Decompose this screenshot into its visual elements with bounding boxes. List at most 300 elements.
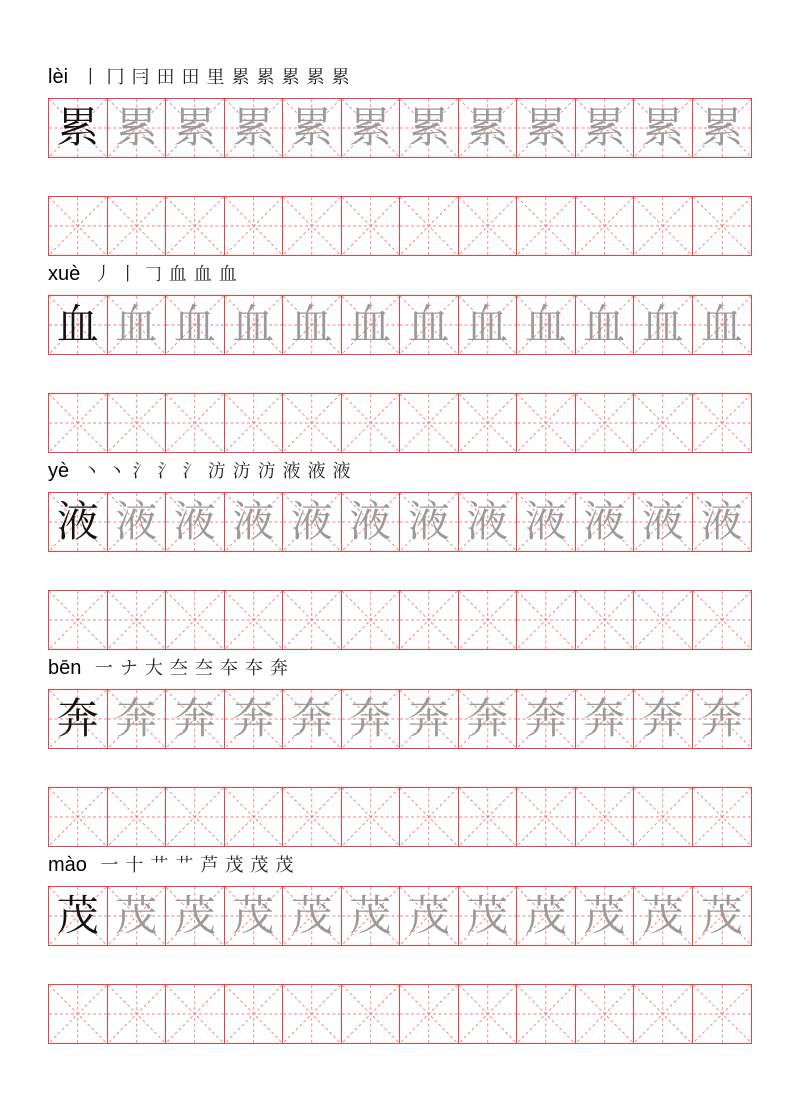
stroke-step: 奔 [269,658,288,679]
trace-character: 茂 [115,891,158,940]
practice-cell[interactable] [166,197,225,255]
cell-guide-lines [459,591,517,649]
cell-guide-lines [517,985,575,1043]
practice-cell[interactable] [693,197,752,255]
cell-guide-lines [283,985,341,1043]
practice-cell[interactable] [693,788,752,846]
character-section [48,854,752,1034]
practice-cell[interactable] [49,591,108,649]
model-cell[interactable] [49,493,108,551]
practice-cell[interactable] [400,788,459,846]
trace-character: 奔 [524,694,567,743]
stroke-step: 丶 [82,461,101,482]
cell-guide-lines [634,985,692,1043]
practice-cell[interactable] [342,985,401,1043]
cell-guide-lines [283,197,341,255]
practice-cell[interactable] [459,394,518,452]
practice-cell[interactable] [283,591,342,649]
stroke-step: 冂 [106,67,125,88]
trace-character: 累 [700,103,743,152]
trace-character: 累 [407,103,450,152]
cell-guide-lines [517,394,575,452]
stroke-step: 累 [306,67,325,88]
cell-guide-lines [693,394,752,452]
trace-cell[interactable] [517,296,576,354]
stroke-step: 夲 [244,658,263,679]
trace-cell[interactable] [166,99,225,157]
trace-character: 血 [349,300,392,349]
trace-character: 液 [173,497,216,546]
practice-cell[interactable] [166,788,225,846]
practice-cell[interactable] [283,394,342,452]
model-cell[interactable] [49,690,108,748]
trace-character: 累 [115,103,158,152]
stroke-step: 夲 [219,658,238,679]
cell-guide-lines [400,985,458,1043]
cell-guide-lines [576,985,634,1043]
trace-cell[interactable] [342,493,401,551]
practice-cell[interactable] [400,985,459,1043]
cell-guide-lines [49,591,107,649]
practice-cell[interactable] [108,394,167,452]
stroke-step: 十 [125,855,144,876]
practice-cell[interactable] [517,985,576,1043]
trace-cell[interactable] [225,296,284,354]
cell-guide-lines [108,985,166,1043]
trace-cell[interactable] [166,493,225,551]
practice-cell[interactable] [459,591,518,649]
practice-cell[interactable] [693,394,752,452]
cell-guide-lines [459,394,517,452]
trace-character: 奔 [583,694,626,743]
practice-cell[interactable] [225,591,284,649]
trace-character: 奔 [232,694,275,743]
practice-cell[interactable] [634,788,693,846]
cell-guide-lines [342,788,400,846]
stroke-step: 丿 [93,264,112,285]
practice-cell[interactable] [400,197,459,255]
cell-guide-lines [576,197,634,255]
stroke-step: 田 [181,67,200,88]
pinyin-stroke-line [48,649,291,679]
practice-cell[interactable] [576,394,635,452]
trace-character: 累 [173,103,216,152]
trace-cell[interactable] [283,690,342,748]
trace-character: 奔 [700,694,743,743]
practice-cell[interactable] [459,197,518,255]
trace-character: 血 [173,300,216,349]
cell-guide-lines [459,985,517,1043]
cell-guide-lines [225,591,283,649]
trace-cell[interactable] [225,493,284,551]
cell-guide-lines [108,591,166,649]
trace-cell[interactable] [342,887,401,945]
stroke-step: 大 [144,658,163,679]
character-section [48,66,752,246]
practice-cell[interactable] [166,591,225,649]
cell-guide-lines [342,985,400,1043]
stroke-step: 艹 [175,855,194,876]
stroke-step: 田 [156,67,175,88]
cell-guide-lines [225,985,283,1043]
model-character: 液 [56,497,99,546]
trace-cell[interactable] [166,296,225,354]
trace-character: 血 [466,300,509,349]
cell-guide-lines [283,788,341,846]
trace-cell[interactable] [108,887,167,945]
trace-cell[interactable] [108,296,167,354]
model-cell[interactable] [49,887,108,945]
trace-cell[interactable] [634,690,693,748]
cell-guide-lines [49,197,107,255]
trace-row [48,689,752,749]
trace-cell[interactable] [634,99,693,157]
trace-cell[interactable] [108,99,167,157]
trace-cell[interactable] [342,99,401,157]
model-cell[interactable] [49,99,108,157]
cell-guide-lines [693,985,752,1043]
cell-guide-lines [108,197,166,255]
stroke-step: 氵 [182,461,201,482]
practice-cell[interactable] [576,197,635,255]
practice-cell[interactable] [225,197,284,255]
trace-character: 液 [466,497,509,546]
trace-character: 累 [232,103,275,152]
practice-cell[interactable] [225,788,284,846]
cell-guide-lines [49,394,107,452]
trace-character: 茂 [232,891,275,940]
trace-cell[interactable] [225,690,284,748]
stroke-step: 汸 [207,461,226,482]
stroke-step: 里 [206,67,225,88]
trace-character: 血 [407,300,450,349]
practice-cell[interactable] [49,788,108,846]
model-character: 累 [56,103,99,152]
cell-guide-lines [459,788,517,846]
trace-cell[interactable] [634,296,693,354]
practice-cell[interactable] [49,197,108,255]
cell-guide-lines [400,197,458,255]
trace-character: 茂 [407,891,450,940]
model-character: 奔 [56,694,99,743]
character-section [48,263,752,443]
stroke-step: 芦 [200,855,219,876]
practice-cell[interactable] [517,788,576,846]
practice-cell[interactable] [517,591,576,649]
cell-guide-lines [634,197,692,255]
model-character: 茂 [56,891,99,940]
trace-character: 茂 [700,891,743,940]
trace-cell[interactable] [400,493,459,551]
practice-row [48,590,752,650]
practice-cell[interactable] [283,985,342,1043]
pinyin-stroke-line [48,846,297,876]
practice-cell[interactable] [517,197,576,255]
trace-character: 奔 [115,694,158,743]
trace-row [48,886,752,946]
practice-row [48,196,752,256]
stroke-step: 汸 [232,461,251,482]
trace-character: 血 [641,300,684,349]
trace-character: 血 [583,300,626,349]
practice-cell[interactable] [108,985,167,1043]
trace-cell[interactable] [166,690,225,748]
trace-cell[interactable] [693,887,752,945]
trace-cell[interactable] [634,493,693,551]
stroke-step: 夳 [169,658,188,679]
pinyin-label: mào [48,854,87,876]
trace-character: 奔 [466,694,509,743]
trace-cell[interactable] [283,493,342,551]
trace-character: 血 [232,300,275,349]
pinyin-label: lèi [48,66,69,88]
cell-guide-lines [225,197,283,255]
cell-guide-lines [517,591,575,649]
trace-character: 茂 [173,891,216,940]
cell-guide-lines [166,985,224,1043]
stroke-step: 一 [94,658,113,679]
cell-guide-lines [49,788,107,846]
trace-row [48,295,752,355]
practice-cell[interactable] [459,985,518,1043]
trace-character: 累 [641,103,684,152]
cell-guide-lines [342,591,400,649]
practice-cell[interactable] [225,985,284,1043]
practice-cell[interactable] [576,985,635,1043]
stroke-step: 累 [331,67,350,88]
trace-character: 奔 [407,694,450,743]
practice-cell[interactable] [283,197,342,255]
stroke-step: 血 [218,264,237,285]
trace-cell[interactable] [225,887,284,945]
trace-character: 液 [700,497,743,546]
practice-cell[interactable] [108,197,167,255]
trace-cell[interactable] [693,493,752,551]
cell-guide-lines [225,394,283,452]
practice-cell[interactable] [400,591,459,649]
practice-cell[interactable] [634,985,693,1043]
trace-cell[interactable] [400,887,459,945]
cell-guide-lines [166,788,224,846]
stroke-step: 汸 [257,461,276,482]
cell-guide-lines [400,394,458,452]
pinyin-label: xuè [48,263,81,285]
practice-cell[interactable] [225,394,284,452]
trace-cell[interactable] [400,296,459,354]
practice-cell[interactable] [283,788,342,846]
trace-character: 液 [583,497,626,546]
practice-cell[interactable] [576,788,635,846]
stroke-step: 茂 [250,855,269,876]
trace-character: 液 [232,497,275,546]
stroke-step: 氵 [157,461,176,482]
practice-row [48,984,752,1044]
trace-character: 血 [290,300,333,349]
trace-cell[interactable] [634,887,693,945]
stroke-step: 丶 [107,461,126,482]
practice-cell[interactable] [49,394,108,452]
stroke-step: 茂 [225,855,244,876]
trace-cell[interactable] [517,493,576,551]
trace-character: 累 [349,103,392,152]
stroke-step: 血 [193,264,212,285]
trace-character: 茂 [641,891,684,940]
practice-cell[interactable] [693,591,752,649]
trace-cell[interactable] [400,99,459,157]
trace-character: 液 [115,497,158,546]
stroke-order-sequence [97,856,297,876]
character-section [48,460,752,640]
trace-cell[interactable] [459,887,518,945]
trace-cell[interactable] [342,690,401,748]
stroke-step: 一 [100,855,119,876]
model-character: 血 [56,300,99,349]
cell-guide-lines [517,197,575,255]
practice-cell[interactable] [342,394,401,452]
cell-guide-lines [634,394,692,452]
stroke-step: 艹 [150,855,169,876]
cell-guide-lines [576,394,634,452]
trace-cell[interactable] [693,690,752,748]
trace-row [48,492,752,552]
practice-cell[interactable] [576,591,635,649]
cell-guide-lines [576,591,634,649]
trace-cell[interactable] [576,99,635,157]
cell-guide-lines [166,394,224,452]
trace-character: 累 [583,103,626,152]
practice-cell[interactable] [634,197,693,255]
practice-cell[interactable] [342,591,401,649]
stroke-step: 血 [168,264,187,285]
stroke-step: 累 [281,67,300,88]
stroke-step: 丨 [118,264,137,285]
practice-cell[interactable] [634,591,693,649]
stroke-order-sequence [90,265,240,285]
stroke-order-sequence [78,68,353,88]
trace-character: 血 [700,300,743,349]
cell-guide-lines [342,197,400,255]
practice-row [48,787,752,847]
trace-cell[interactable] [459,690,518,748]
trace-cell[interactable] [459,99,518,157]
trace-cell[interactable] [283,887,342,945]
character-section [48,657,752,837]
trace-character: 茂 [583,891,626,940]
trace-cell[interactable] [693,99,752,157]
stroke-order-sequence [91,659,291,679]
cell-guide-lines [166,591,224,649]
cell-guide-lines [342,394,400,452]
trace-cell[interactable] [459,296,518,354]
trace-character: 液 [641,497,684,546]
cell-guide-lines [693,788,752,846]
cell-guide-lines [283,394,341,452]
stroke-step: ナ [119,658,138,679]
trace-cell[interactable] [576,690,635,748]
trace-character: 累 [290,103,333,152]
practice-cell[interactable] [166,985,225,1043]
practice-cell[interactable] [693,985,752,1043]
trace-cell[interactable] [517,99,576,157]
cell-guide-lines [400,788,458,846]
trace-cell[interactable] [108,493,167,551]
trace-character: 奔 [349,694,392,743]
trace-cell[interactable] [459,493,518,551]
cell-guide-lines [576,788,634,846]
trace-character: 液 [349,497,392,546]
trace-cell[interactable] [342,296,401,354]
practice-cell[interactable] [459,788,518,846]
stroke-step: 夳 [194,658,213,679]
model-cell[interactable] [49,296,108,354]
trace-cell[interactable] [108,690,167,748]
trace-character: 累 [524,103,567,152]
cell-guide-lines [400,591,458,649]
pinyin-stroke-line [48,255,240,285]
trace-row [48,98,752,158]
trace-cell[interactable] [576,296,635,354]
stroke-step: 液 [282,461,301,482]
stroke-order-sequence [79,462,354,482]
cell-guide-lines [166,197,224,255]
trace-character: 茂 [290,891,333,940]
trace-cell[interactable] [576,493,635,551]
practice-cell[interactable] [166,394,225,452]
trace-cell[interactable] [283,296,342,354]
trace-cell[interactable] [400,690,459,748]
practice-cell[interactable] [108,591,167,649]
trace-cell[interactable] [517,887,576,945]
trace-cell[interactable] [693,296,752,354]
stroke-step: 茂 [275,855,294,876]
cell-guide-lines [283,591,341,649]
trace-character: 茂 [524,891,567,940]
trace-cell[interactable] [517,690,576,748]
practice-cell[interactable] [342,197,401,255]
cell-guide-lines [108,788,166,846]
stroke-step: 液 [307,461,326,482]
pinyin-label: yè [48,460,70,482]
trace-character: 奔 [173,694,216,743]
practice-cell[interactable] [108,788,167,846]
stroke-step: 氵 [132,461,151,482]
trace-character: 奔 [641,694,684,743]
cell-guide-lines [49,985,107,1043]
practice-cell[interactable] [517,394,576,452]
pinyin-label: bēn [48,657,82,679]
trace-cell[interactable] [225,99,284,157]
trace-character: 血 [115,300,158,349]
trace-character: 茂 [349,891,392,940]
cell-guide-lines [693,591,752,649]
stroke-step: 累 [256,67,275,88]
trace-character: 茂 [466,891,509,940]
trace-character: 液 [290,497,333,546]
practice-cell[interactable] [634,394,693,452]
practice-cell[interactable] [400,394,459,452]
trace-cell[interactable] [166,887,225,945]
cell-guide-lines [108,394,166,452]
pinyin-stroke-line [48,58,353,88]
practice-cell[interactable] [49,985,108,1043]
trace-character: 奔 [290,694,333,743]
stroke-step: 𠃌 [143,264,162,285]
stroke-step: 丨 [81,67,100,88]
cell-guide-lines [517,788,575,846]
practice-cell[interactable] [342,788,401,846]
trace-cell[interactable] [283,99,342,157]
trace-cell[interactable] [576,887,635,945]
